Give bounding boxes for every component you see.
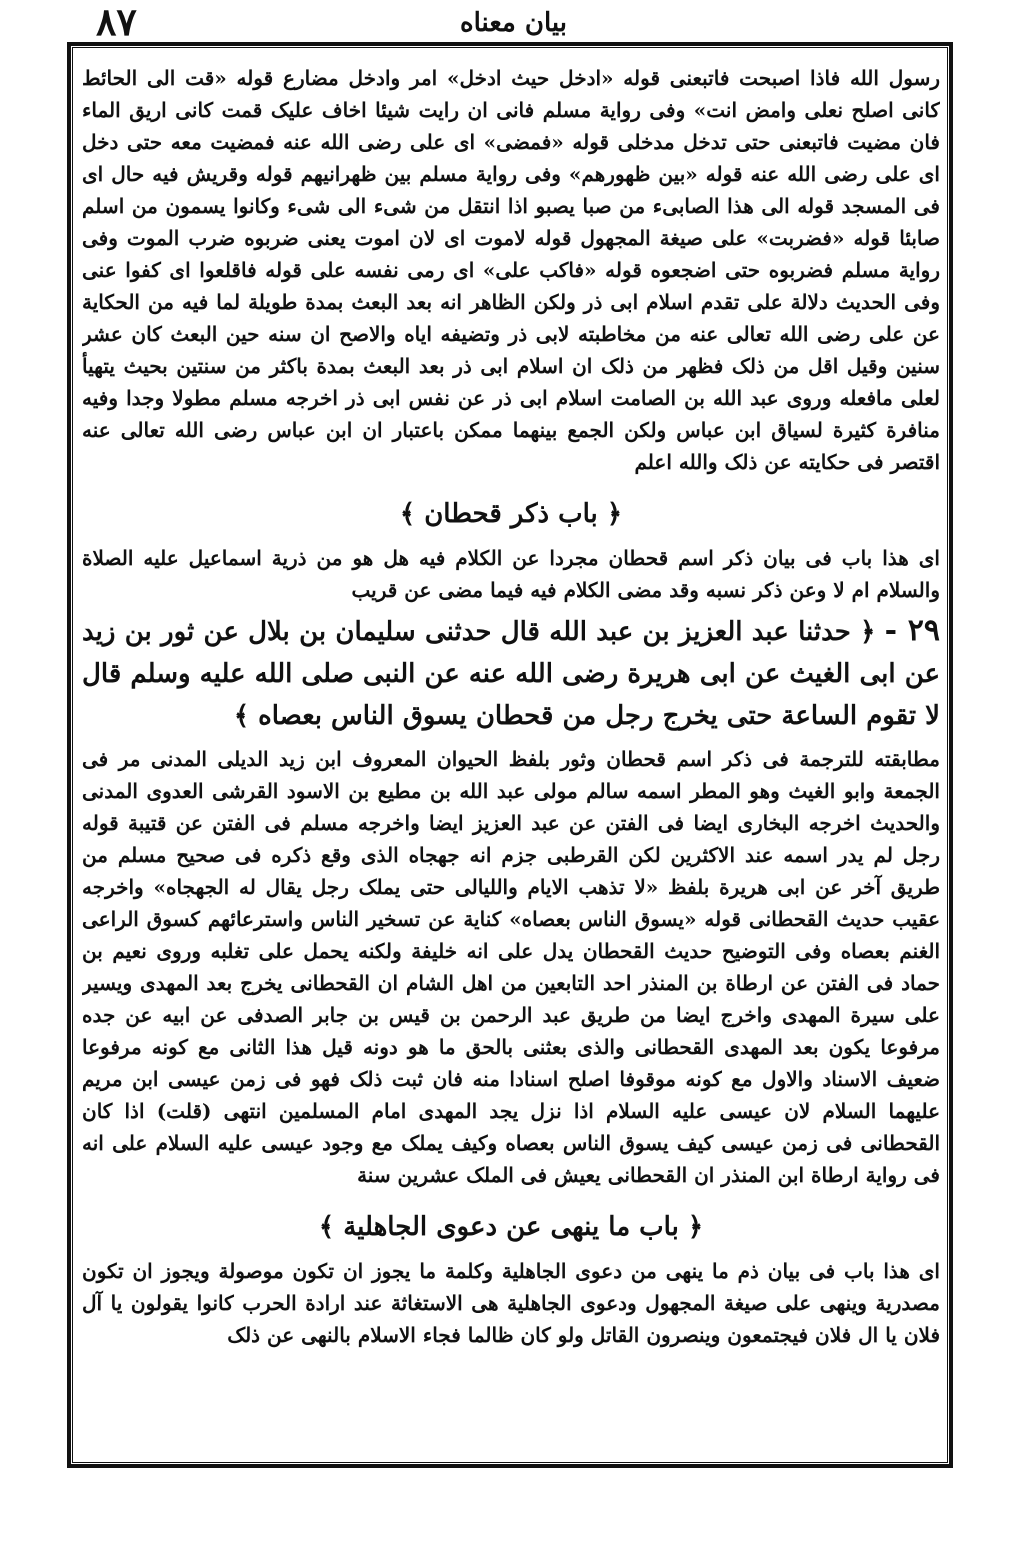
- hadith-body: ﴿ حدثنا عبد العزیز بن عبد الله قال حدثنی سلیمان بن بلال عن ثور بن زید عن ابی الغیث عن ابی هریرة رضی الله عنه عن النبی صلی الله علیه وسلم قال لا تقوم الساعة حتی یخرج رجل من قحطان یسوق الناس بعصاه ﴾: [82, 617, 940, 731]
- running-head: بیان معناه: [459, 8, 567, 38]
- intro-paragraph: رسول الله فاذا اصبحت فاتبعنی قوله «ادخل حیث ادخل» امر وادخل مضارع قوله «قت الی الحائط کانی اصلح نعلی وامض انت» وفی روایة مسلم فانی ان رایت شیئا اخاف علیک قمت کانی اریق الماء فان مضیت فاتبعنی حتی تدخل مدخلی قوله «فمضی» ای علی رضی الله عنه فمضیت معه حتی دخل ای علی رضی الله عنه قوله «بین ظهورهم» وفی روایة مسلم بین ظهرانیهم قوله وقریش فیه حال ای فی المسجد قوله الی هذا الصابیء من صبا یصبو اذا انتقل من شیء الی شیء وکانوا یسمون من اسلم صابئا قوله «فضربت» علی صیغة المجهول قوله لاموت ای لان اموت یعنی ضربوه ضرب الموت وفی روایة مسلم فضربوه حتی اضجعوه قوله «فاکب علی» ای رمی نفسه علی قوله فاقلعوا ای کفوا عنی وفی الحدیث دلالة علی تقدم اسلام ابی ذر ولکن الظاهر انه بعد البعث بمدة طویلة لما فیه من الحکایة عن علی رضی الله تعالی عنه من مخاطبته لابی ذر وتضیفه ایاه والاصح ان سنه حین البعث کان عشر سنین وقیل اقل من ذلک فظهر من ذلک ان اسلام ابی ذر بعد البعث بمدة باکثر من سنتین بحیث یتهیأ لعلی مافعله وروی عبد الله بن الصامت اسلام ابی ذر عن نفس ابی ذر اخرجه مسلم مطولا وجدا وفیه منافرة کثیرة لسیاق ابن عباس ولکن الجمع بینهما ممکن باعتبار ان ابن عباس رضی الله تعالی عنه اقتصر فی حکایته عن ذلک والله اعلم: [82, 66, 940, 474]
- page-body: [82, 62, 940, 1452]
- page-number: ٨٧: [96, 0, 137, 44]
- section-intro-jahiliyya: ای هذا باب فی بیان ذم ما ینهی من دعوی الجاهلیة وکلمة ما یجوز ان تکون موصولة ویجوز ان تکون مصدریة وینهی علی صیغة المجهول ودعوی الجاهلیة هی الاستغاثة عند ارادة الحرب کانوا یقولون یا آل فلان یا ال فلان فیجتمعون وینصرون القاتل ولو کان ظالما فجاء الاسلام بالنهی عن ذلک: [82, 1259, 940, 1347]
- hadith-text: [82, 610, 940, 737]
- section-heading-jahiliyya: ﴿ باب ما ینهی عن دعوی الجاهلیة ﴾: [318, 1212, 704, 1242]
- section-intro-qahtan: ای هذا باب فی بیان ذکر اسم قحطان مجردا عن الکلام فیه هل هو من ذریة اسماعیل علیه الصلاة والسلام ام لا وعن ذکر نسبه وقد مضی الکلام فیه فیما مضی عن قریب: [82, 546, 940, 602]
- hadith-number: ٢٩ -: [884, 613, 940, 648]
- hadith-commentary: مطابقته للترجمة فی ذکر اسم قحطان وثور بلفظ الحیوان المعروف ابن زید الدیلی المدنی مر فی الجمعة وابو الغیث وهو المطر اسمه سالم مولی عبد الله بن مطیع بن الاسود القرشی العدوی المدنی والحدیث اخرجه البخاری ایضا فی الفتن عن عبد العزیز ایضا واخرجه مسلم فی الفتن عن قتیبة قوله رجل لم یدر اسمه عند الاکثرین لکن القرطبی جزم انه جهجاه الذی وقع ذکره فی صحیح مسلم من طریق آخر عن ابی هریرة بلفظ «لا تذهب الایام واللیالی حتی یملک رجل یقال له الجهجاه» واخرجه عقیب حدیث القحطانی قوله «یسوق الناس بعصاه» کنایة عن تسخیر الناس واسترعائهم کسوق الراعی الغنم بعصاه وفی التوضیح حدیث القحطان یدل علی انه خلیفة ولکنه یحمل علی تغلبه وروی نعیم بن حماد فی الفتن عن ارطاة بن المنذر احد التابعین من اهل الشام ان القحطانی یخرج بعد المهدی ویسیر علی سیرة المهدی واخرج ایضا من طریق عبد الرحمن بن قیس بن جابر الصدفی عن ابیه عن جده مرفوعا یکون بعد المهدی القحطانی والذی بعثنی بالحق ما هو دونه قیل هذا الثانی مع کونه مرفوعا ضعیف الاسناد والاول مع کونه موقوفا اصلح اسنادا منه فان ثبت ذلک فهو فی زمن عیسی ابن مریم علیهما السلام لان عیسی علیه السلام اذا نزل یجد المهدی امام المسلمین انتهی (قلت) اذا کان القحطانی فی زمن عیسی کیف یسوق الناس بعصاه وکیف یملک مع وجود عیسی علیه السلام علی انه فی روایة ارطاة ابن المنذر ان القحطانی یعیش فی الملک عشرین سنة: [82, 747, 940, 1187]
- section-heading-qahtan: ﴿ باب ذکر قحطان ﴾: [399, 499, 623, 529]
